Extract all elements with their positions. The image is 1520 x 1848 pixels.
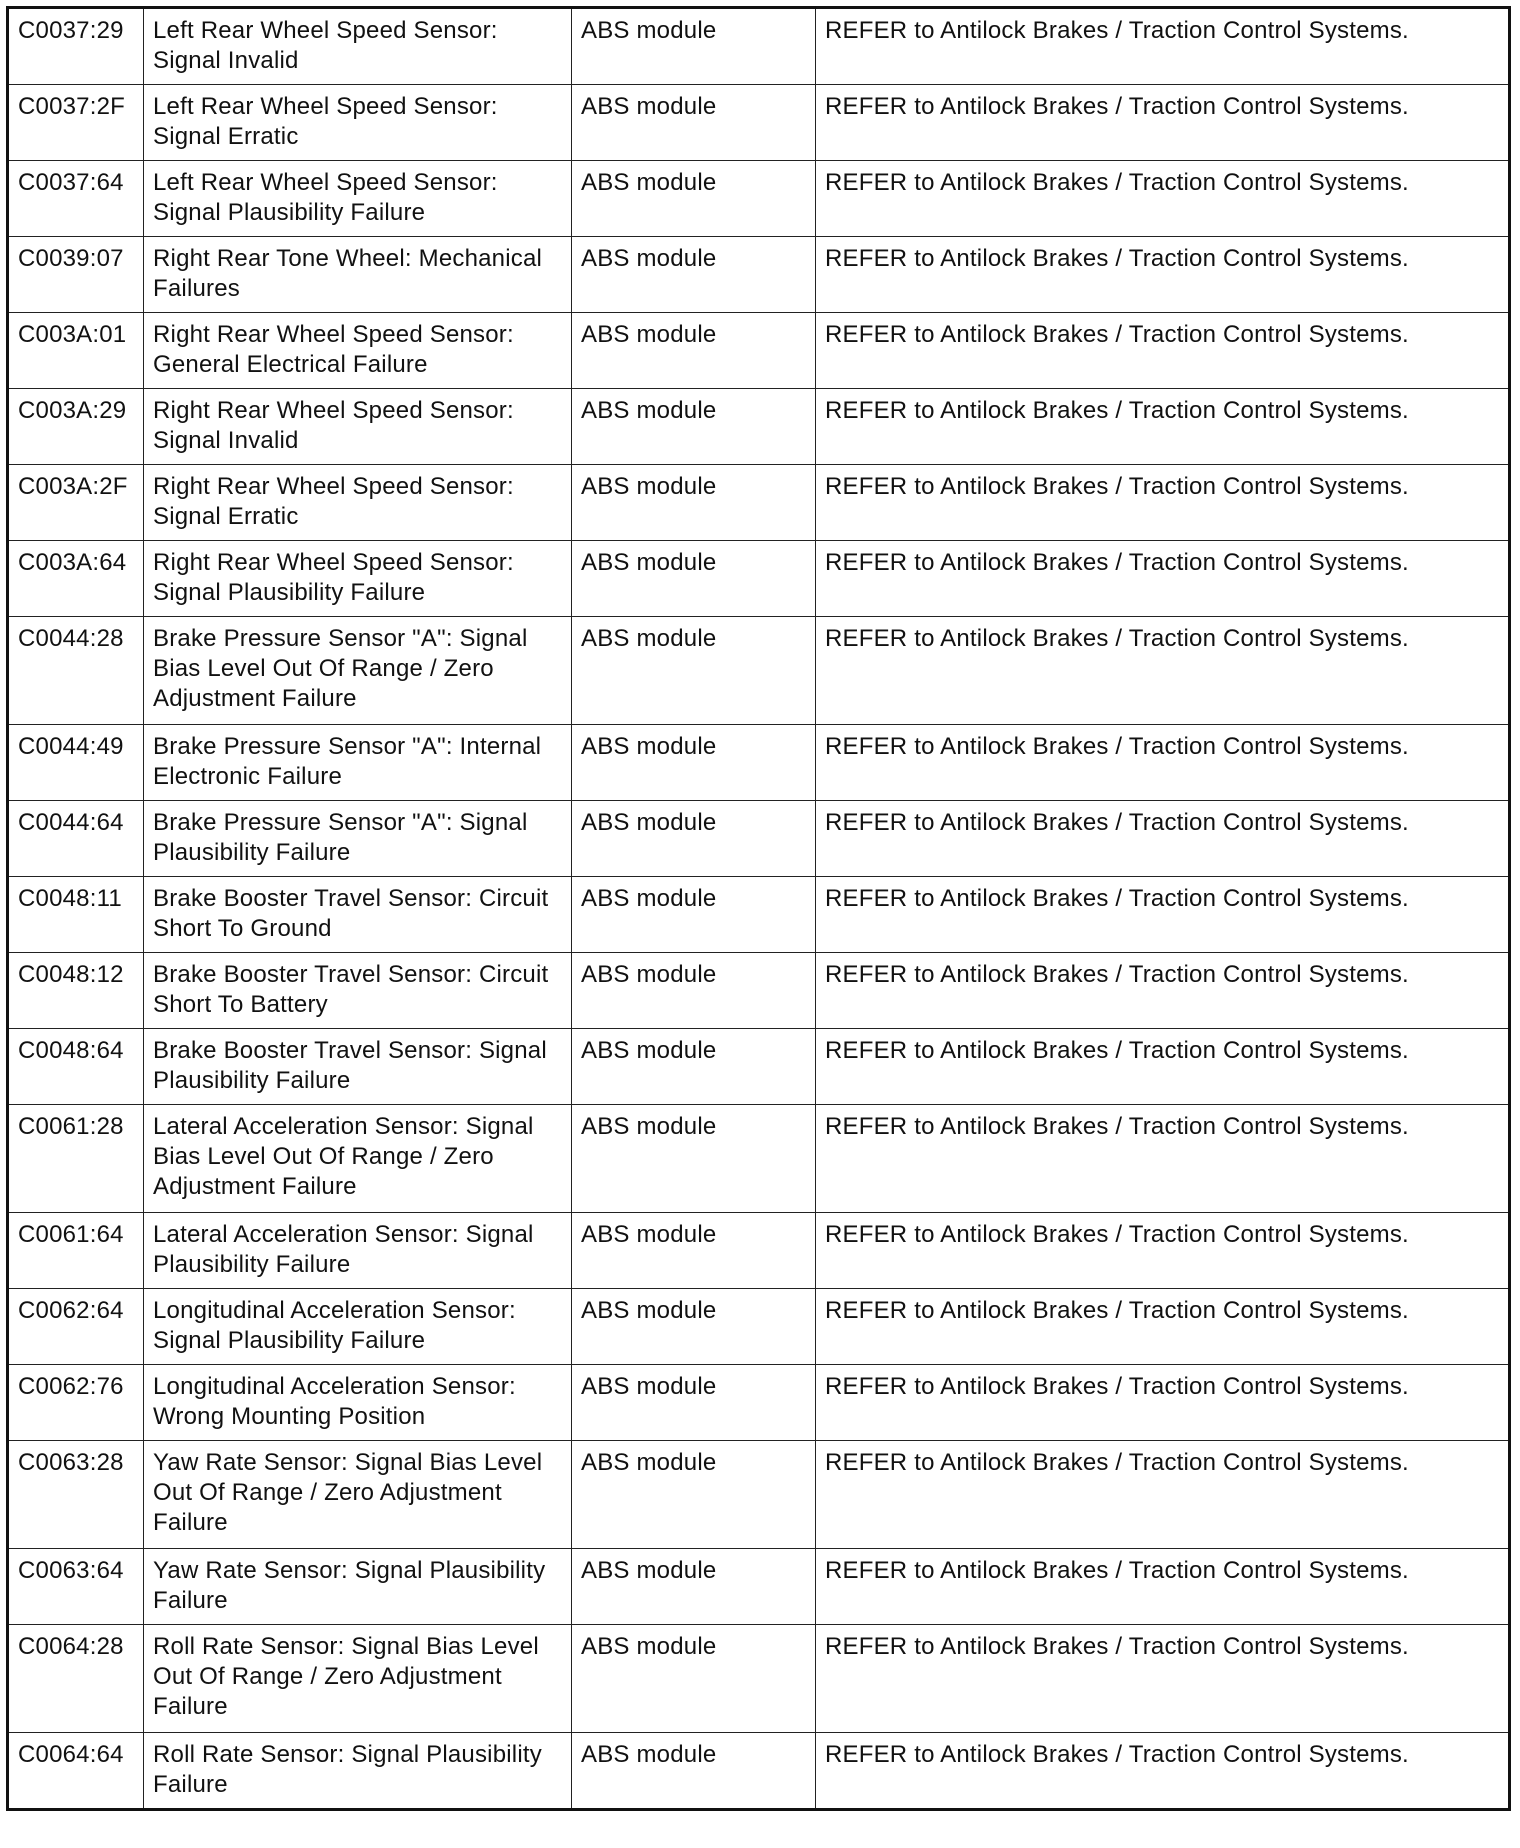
module-cell: ABS module (572, 953, 816, 1029)
description-cell: Roll Rate Sensor: Signal Plausibility Failure (144, 1733, 572, 1810)
action-cell: REFER to Antilock Brakes / Traction Control Systems. (816, 877, 1510, 953)
action-cell: REFER to Antilock Brakes / Traction Control Systems. (816, 541, 1510, 617)
action-cell: REFER to Antilock Brakes / Traction Control Systems. (816, 8, 1510, 85)
dtc-code-cell: C0064:64 (8, 1733, 144, 1810)
module-cell: ABS module (572, 1213, 816, 1289)
dtc-code-cell: C0037:2F (8, 85, 144, 161)
module-cell: ABS module (572, 1733, 816, 1810)
dtc-code-cell: C0048:11 (8, 877, 144, 953)
table-row (8, 161, 1510, 237)
table-row (8, 1625, 1510, 1733)
module-cell: ABS module (572, 8, 816, 85)
description-cell: Yaw Rate Sensor: Signal Bias Level Out Of Range / Zero Adjustment Failure (144, 1441, 572, 1549)
dtc-code-cell: C0061:28 (8, 1105, 144, 1213)
table-row (8, 801, 1510, 877)
description-cell: Longitudinal Acceleration Sensor: Wrong Mounting Position (144, 1365, 572, 1441)
description-cell: Right Rear Wheel Speed Sensor: General Electrical Failure (144, 313, 572, 389)
table-row (8, 1549, 1510, 1625)
table-row (8, 1029, 1510, 1105)
description-cell: Left Rear Wheel Speed Sensor: Signal Erratic (144, 85, 572, 161)
dtc-code-cell: C003A:64 (8, 541, 144, 617)
module-cell: ABS module (572, 389, 816, 465)
description-cell: Brake Booster Travel Sensor: Circuit Short To Ground (144, 877, 572, 953)
module-cell: ABS module (572, 313, 816, 389)
table-row (8, 1213, 1510, 1289)
dtc-code-cell: C0039:07 (8, 237, 144, 313)
action-cell: REFER to Antilock Brakes / Traction Control Systems. (816, 1105, 1510, 1213)
table-row (8, 8, 1510, 85)
module-cell: ABS module (572, 1441, 816, 1549)
action-cell: REFER to Antilock Brakes / Traction Control Systems. (816, 1625, 1510, 1733)
table-row (8, 85, 1510, 161)
dtc-table (6, 6, 1511, 1811)
module-cell: ABS module (572, 1105, 816, 1213)
description-cell: Yaw Rate Sensor: Signal Plausibility Failure (144, 1549, 572, 1625)
module-cell: ABS module (572, 465, 816, 541)
table-row (8, 1733, 1510, 1810)
module-cell: ABS module (572, 1029, 816, 1105)
table-row (8, 617, 1510, 725)
description-cell: Brake Pressure Sensor "A": Internal Electronic Failure (144, 725, 572, 801)
table-row (8, 237, 1510, 313)
table-row (8, 1289, 1510, 1365)
table-row (8, 313, 1510, 389)
module-cell: ABS module (572, 877, 816, 953)
description-cell: Left Rear Wheel Speed Sensor: Signal Invalid (144, 8, 572, 85)
description-cell: Brake Pressure Sensor "A": Signal Bias Level Out Of Range / Zero Adjustment Failure (144, 617, 572, 725)
description-cell: Brake Pressure Sensor "A": Signal Plausibility Failure (144, 801, 572, 877)
action-cell: REFER to Antilock Brakes / Traction Control Systems. (816, 389, 1510, 465)
action-cell: REFER to Antilock Brakes / Traction Control Systems. (816, 313, 1510, 389)
table-row (8, 1441, 1510, 1549)
dtc-code-cell: C0063:64 (8, 1549, 144, 1625)
dtc-code-cell: C0048:12 (8, 953, 144, 1029)
dtc-code-cell: C0044:28 (8, 617, 144, 725)
dtc-code-cell: C0061:64 (8, 1213, 144, 1289)
description-cell: Right Rear Wheel Speed Sensor: Signal Invalid (144, 389, 572, 465)
module-cell: ABS module (572, 801, 816, 877)
dtc-code-cell: C0037:29 (8, 8, 144, 85)
module-cell: ABS module (572, 1365, 816, 1441)
description-cell: Lateral Acceleration Sensor: Signal Bias Level Out Of Range / Zero Adjustment Failure (144, 1105, 572, 1213)
action-cell: REFER to Antilock Brakes / Traction Control Systems. (816, 1029, 1510, 1105)
dtc-code-cell: C0048:64 (8, 1029, 144, 1105)
dtc-code-cell: C003A:01 (8, 313, 144, 389)
action-cell: REFER to Antilock Brakes / Traction Control Systems. (816, 161, 1510, 237)
table-row (8, 953, 1510, 1029)
description-cell: Brake Booster Travel Sensor: Circuit Short To Battery (144, 953, 572, 1029)
dtc-code-cell: C003A:29 (8, 389, 144, 465)
action-cell: REFER to Antilock Brakes / Traction Control Systems. (816, 1213, 1510, 1289)
module-cell: ABS module (572, 725, 816, 801)
dtc-code-cell: C0063:28 (8, 1441, 144, 1549)
action-cell: REFER to Antilock Brakes / Traction Control Systems. (816, 617, 1510, 725)
table-row (8, 389, 1510, 465)
module-cell: ABS module (572, 1625, 816, 1733)
table-row (8, 465, 1510, 541)
dtc-table-page (6, 6, 1508, 1811)
description-cell: Longitudinal Acceleration Sensor: Signal Plausibility Failure (144, 1289, 572, 1365)
action-cell: REFER to Antilock Brakes / Traction Control Systems. (816, 725, 1510, 801)
dtc-code-cell: C0062:64 (8, 1289, 144, 1365)
table-row (8, 725, 1510, 801)
description-cell: Right Rear Tone Wheel: Mechanical Failures (144, 237, 572, 313)
description-cell: Roll Rate Sensor: Signal Bias Level Out Of Range / Zero Adjustment Failure (144, 1625, 572, 1733)
action-cell: REFER to Antilock Brakes / Traction Control Systems. (816, 1441, 1510, 1549)
dtc-code-cell: C0062:76 (8, 1365, 144, 1441)
action-cell: REFER to Antilock Brakes / Traction Control Systems. (816, 801, 1510, 877)
table-row (8, 877, 1510, 953)
table-row (8, 541, 1510, 617)
dtc-code-cell: C003A:2F (8, 465, 144, 541)
dtc-code-cell: C0037:64 (8, 161, 144, 237)
module-cell: ABS module (572, 617, 816, 725)
description-cell: Lateral Acceleration Sensor: Signal Plausibility Failure (144, 1213, 572, 1289)
description-cell: Right Rear Wheel Speed Sensor: Signal Plausibility Failure (144, 541, 572, 617)
dtc-code-cell: C0064:28 (8, 1625, 144, 1733)
module-cell: ABS module (572, 541, 816, 617)
action-cell: REFER to Antilock Brakes / Traction Control Systems. (816, 85, 1510, 161)
action-cell: REFER to Antilock Brakes / Traction Control Systems. (816, 953, 1510, 1029)
table-row (8, 1105, 1510, 1213)
action-cell: REFER to Antilock Brakes / Traction Control Systems. (816, 465, 1510, 541)
module-cell: ABS module (572, 237, 816, 313)
description-cell: Right Rear Wheel Speed Sensor: Signal Erratic (144, 465, 572, 541)
module-cell: ABS module (572, 1289, 816, 1365)
action-cell: REFER to Antilock Brakes / Traction Control Systems. (816, 1549, 1510, 1625)
description-cell: Left Rear Wheel Speed Sensor: Signal Plausibility Failure (144, 161, 572, 237)
dtc-code-cell: C0044:49 (8, 725, 144, 801)
dtc-code-cell: C0044:64 (8, 801, 144, 877)
module-cell: ABS module (572, 161, 816, 237)
description-cell: Brake Booster Travel Sensor: Signal Plausibility Failure (144, 1029, 572, 1105)
module-cell: ABS module (572, 1549, 816, 1625)
table-row (8, 1365, 1510, 1441)
action-cell: REFER to Antilock Brakes / Traction Control Systems. (816, 237, 1510, 313)
action-cell: REFER to Antilock Brakes / Traction Control Systems. (816, 1289, 1510, 1365)
action-cell: REFER to Antilock Brakes / Traction Control Systems. (816, 1733, 1510, 1810)
module-cell: ABS module (572, 85, 816, 161)
action-cell: REFER to Antilock Brakes / Traction Control Systems. (816, 1365, 1510, 1441)
